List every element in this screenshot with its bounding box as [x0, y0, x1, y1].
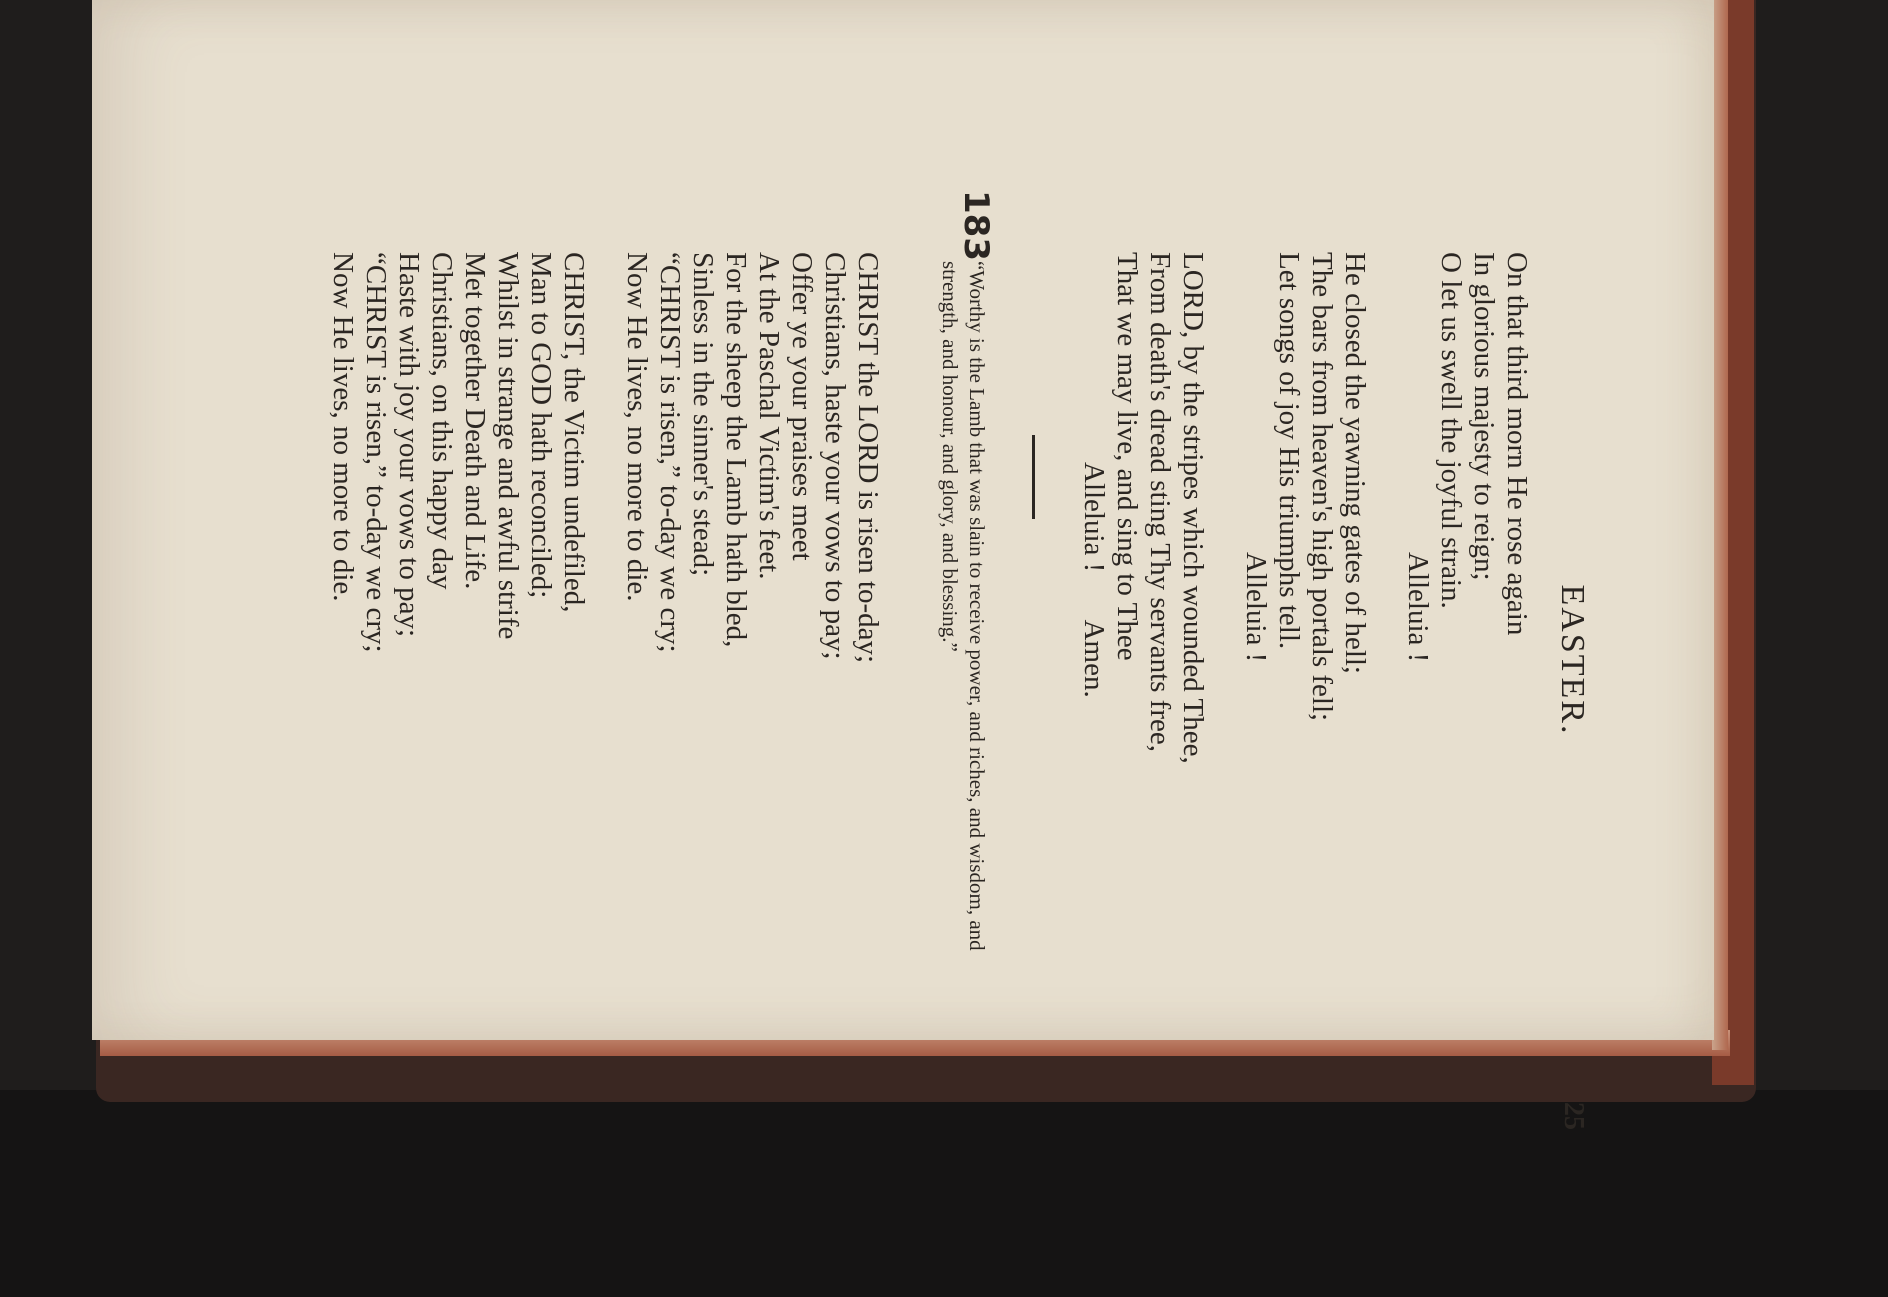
verse-line: Offer ye your praises meet [786, 252, 818, 561]
verse-line: “CHRIST is risen,” to-day we cry; [360, 252, 392, 653]
verse-line: At the Paschal Victim's feet. [753, 252, 785, 580]
verse-line: From death's dread sting Thy servants free, [1144, 252, 1176, 752]
refrain-line: Alleluia ! [1402, 552, 1434, 663]
verse-line: The bars from heaven's high portals fell; [1306, 252, 1338, 722]
hymn-a-stanza-2 [1239, 252, 1371, 1160]
hymn-b [326, 160, 996, 1160]
verse-line: On that third morn He rose again [1501, 252, 1533, 636]
verse-line: For the sheep the Lamb hath bled, [720, 252, 752, 648]
verse-line: Now He lives, no more to die. [621, 252, 653, 602]
scripture-reference: “Worthy is the Lamb that was slain to receive power, and riches, and wisdom, and strength, and honour, and glory, and blessing.” [938, 260, 989, 951]
verse-line: Let songs of joy His triumphs tell. [1273, 252, 1305, 650]
refrain-line: Alleluia ! [1240, 552, 1272, 663]
verse-line: LORD, by the stripes which wounded Thee, [1177, 252, 1209, 764]
verse-line: Whilst in strange and awful strife [492, 252, 524, 640]
verse-line: Sinless in the sinner's stead; [687, 252, 719, 577]
page-content [267, 160, 1597, 1160]
verse-line: That we may live, and sing to Thee [1111, 252, 1143, 661]
verse-line: Christians, on this happy day [426, 252, 458, 590]
hymn-a-stanza-1 [1401, 252, 1533, 1160]
page-edges-right [1712, 0, 1728, 1050]
verse-line: He closed the yawning gates of hell; [1339, 252, 1371, 674]
verse-line: Met together Death and Life. [459, 252, 491, 590]
verse-line: Haste with joy your vows to pay; [393, 252, 425, 638]
verse-line: “CHRIST is risen,” to-day we cry; [654, 252, 686, 653]
verse-line: In glorious majesty to reign; [1468, 252, 1500, 581]
verse-line: O let us swell the joyful strain. [1435, 252, 1467, 609]
hymn-a-stanza-3 [1077, 252, 1209, 1160]
verse-line: Man to GOD hath reconciled; [525, 252, 557, 599]
refrain-line [1077, 252, 1110, 1160]
amen-text: Amen. [1078, 619, 1110, 698]
hymn-b-stanza-2 [326, 252, 590, 1160]
hymn-a [1077, 160, 1533, 1160]
hymn-number: 183 [956, 190, 996, 261]
verse-line: CHRIST, the Victim undefiled, [558, 252, 590, 613]
hymn-divider [1032, 435, 1035, 519]
verse-line: CHRIST the LORD is risen to-day; [852, 252, 884, 664]
page-number: 25 [1558, 1102, 1589, 1130]
verse-line: Now He lives, no more to die. [327, 252, 359, 602]
hymn-b-stanza-1 [620, 252, 884, 1160]
verse-line: Christians, haste your vows to pay; [819, 252, 851, 660]
running-head-title: EASTER. [1554, 584, 1591, 736]
refrain-text: Alleluia ! [1078, 462, 1110, 573]
running-head [1533, 160, 1597, 1160]
